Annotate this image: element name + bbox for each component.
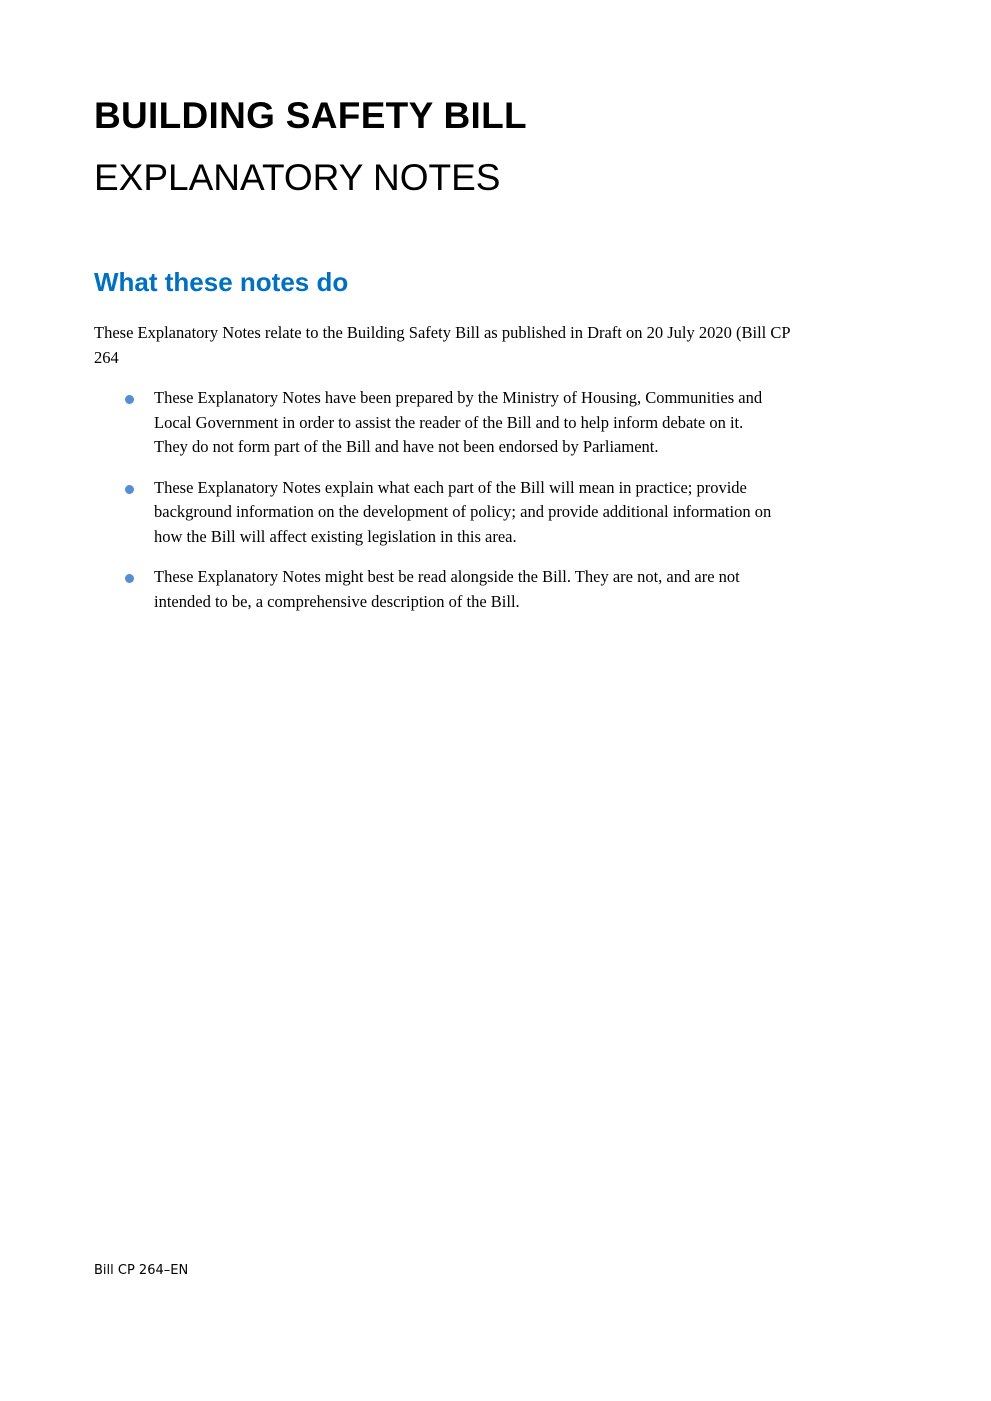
document-title: BUILDING SAFETY BILL bbox=[94, 95, 527, 136]
bullet-item bbox=[0, 565, 991, 614]
bullet-item bbox=[0, 386, 991, 460]
bullet-line: They do not form part of the Bill and have not been endorsed by Parliament. bbox=[154, 437, 659, 456]
intro-paragraph bbox=[94, 321, 791, 370]
bullet-dot-icon bbox=[125, 574, 134, 583]
bullet-line: background information on the development of policy; and provide additional information on bbox=[154, 502, 772, 521]
intro-line: 264 bbox=[94, 347, 119, 367]
bullet-item bbox=[0, 476, 991, 550]
bullet-list bbox=[0, 386, 991, 630]
section-heading: What these notes do bbox=[94, 267, 349, 297]
document-subtitle: EXPLANATORY NOTES bbox=[94, 157, 501, 198]
bullet-dot-icon bbox=[125, 485, 134, 494]
footer-bill-reference: Bill CP 264–EN bbox=[94, 1263, 189, 1278]
bullet-line: how the Bill will affect existing legislation in this area. bbox=[154, 526, 517, 546]
bullet-dot-icon bbox=[125, 395, 134, 404]
bullet-line: These Explanatory Notes explain what each part of the Bill will mean in practice; provide bbox=[154, 477, 747, 497]
bullet-line: Local Government in order to assist the reader of the Bill and to help inform debate on it. bbox=[154, 412, 744, 432]
bullet-line: intended to be, a comprehensive description of the Bill. bbox=[154, 591, 520, 611]
bullet-line: These Explanatory Notes might best be read alongside the Bill. They are not, and are not bbox=[154, 567, 740, 586]
bullet-line: These Explanatory Notes have been prepared by the Ministry of Housing, Communities and bbox=[154, 388, 763, 407]
intro-line: These Explanatory Notes relate to the Building Safety Bill as published in Draft on 20 July 2020 (Bill CP bbox=[94, 323, 791, 342]
